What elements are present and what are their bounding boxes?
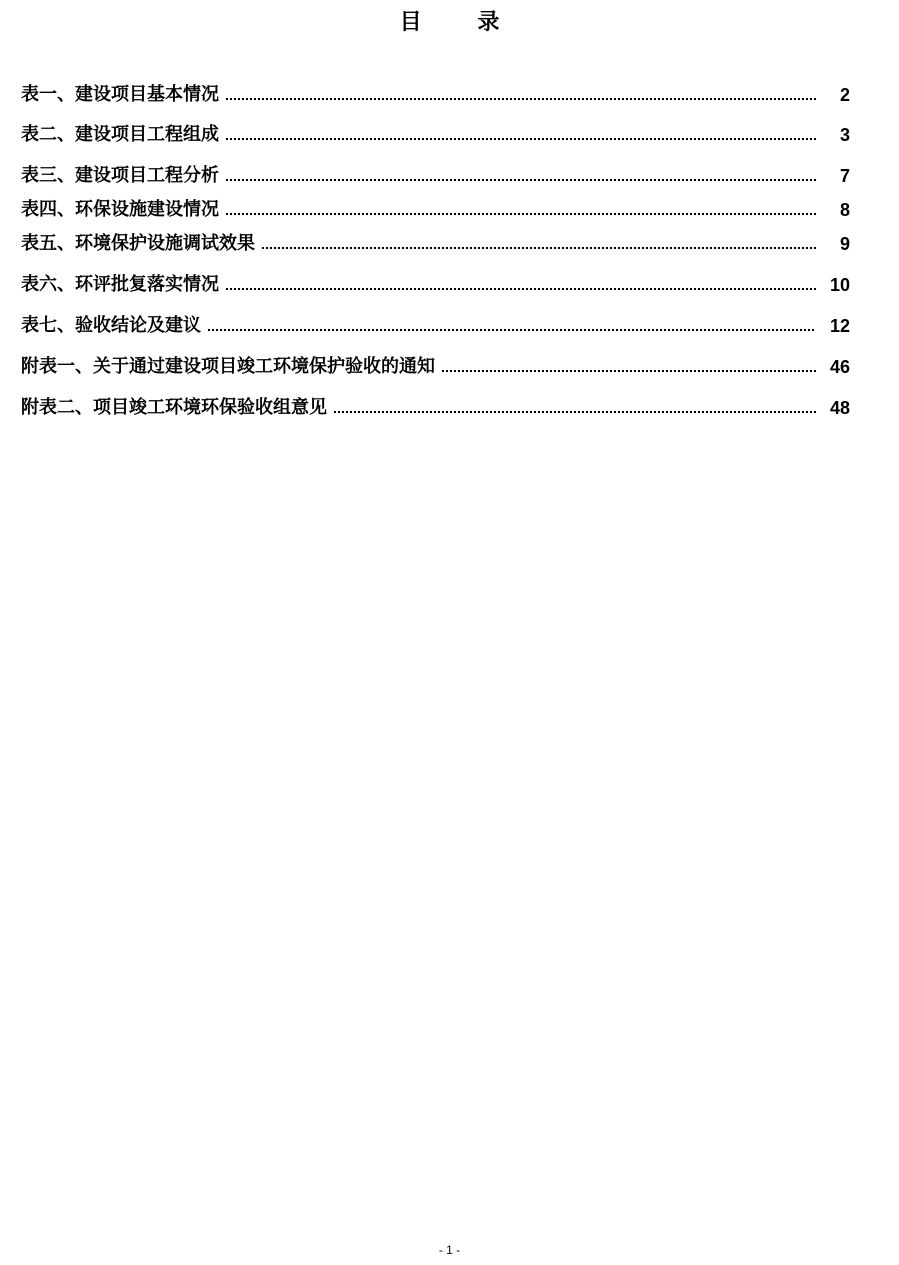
toc-entry-label: 表五、环境保护设施调试效果 — [21, 233, 255, 254]
dot-leader — [225, 283, 816, 291]
toc-entry-page-number: 2 — [839, 85, 850, 105]
toc-entry-label: 表六、环评批复落实情况 — [21, 274, 219, 295]
toc-entry-page-number: 9 — [839, 234, 850, 254]
toc-entry-label: 表四、环保设施建设情况 — [21, 199, 219, 220]
toc-entry-label: 表七、验收结论及建议 — [21, 315, 201, 336]
toc-entry-label: 附表二、项目竣工环境环保验收组意见 — [21, 397, 327, 418]
toc-entry-label: 附表一、关于通过建设项目竣工环境保护验收的通知 — [21, 356, 435, 377]
toc-entry-4[interactable] — [21, 195, 850, 223]
toc-entry-9[interactable] — [21, 393, 850, 421]
toc-entry-8[interactable] — [21, 352, 850, 380]
dot-leader — [261, 242, 816, 250]
toc-entry-page-number: 46 — [829, 357, 850, 377]
toc-entry-page-number: 10 — [829, 275, 850, 295]
toc-entry-page-number: 8 — [839, 200, 850, 220]
toc-entry-label: 表二、建设项目工程组成 — [21, 124, 219, 145]
dot-leader — [225, 174, 816, 182]
toc-entry-page-number: 48 — [829, 398, 850, 418]
toc-entry-page-number: 12 — [829, 316, 850, 336]
toc-entry-3[interactable] — [21, 161, 850, 189]
page-footer-number: - 1 - — [438, 1243, 461, 1257]
toc-entry-6[interactable] — [21, 270, 850, 298]
toc-entry-5[interactable] — [21, 229, 850, 257]
dot-leader — [225, 133, 816, 141]
dot-leader — [225, 93, 816, 101]
toc-entry-2[interactable] — [21, 120, 850, 148]
dot-leader — [333, 406, 816, 414]
toc-entry-label: 表三、建设项目工程分析 — [21, 165, 219, 186]
dot-leader — [441, 365, 816, 373]
dot-leader — [225, 208, 816, 216]
toc-entry-page-number: 7 — [839, 166, 850, 186]
page-title: 目 录 — [399, 10, 524, 35]
toc-entry-7[interactable] — [21, 311, 850, 339]
toc-entry-label: 表一、建设项目基本情况 — [21, 84, 219, 105]
dot-leader — [207, 324, 816, 332]
toc-entry-1[interactable] — [21, 80, 850, 108]
toc-entry-page-number: 3 — [839, 125, 850, 145]
